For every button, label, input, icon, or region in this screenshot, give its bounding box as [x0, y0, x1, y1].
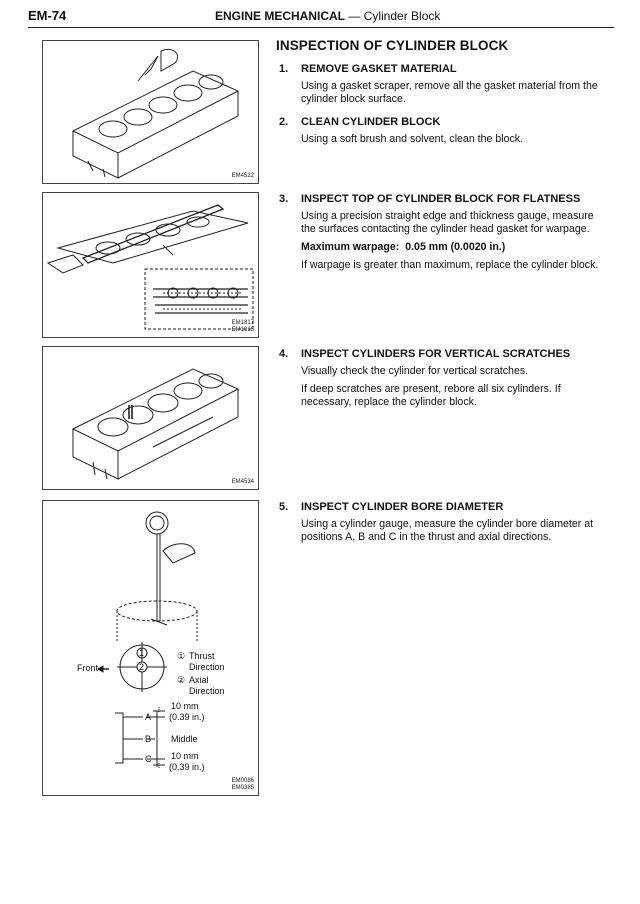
middle-label: Middle: [171, 734, 198, 744]
step-title: INSPECT CYLINDERS FOR VERTICAL SCRATCHES: [301, 348, 571, 360]
position-c: C: [145, 754, 152, 764]
step-paragraph: If warpage is greater than maximum, replace the cylinder block.: [301, 259, 599, 271]
step-number: 1.: [279, 63, 289, 75]
step-paragraph: Using a cylinder gauge, measure the cylinder bore diameter at positions A, B and C in the thrust and axial directions.: [301, 518, 594, 543]
figure-gasket-scraper: [42, 40, 259, 184]
circle-1-label: 1: [139, 648, 145, 658]
bottom-offset-in: (0.39 in.): [169, 762, 205, 772]
step-paragraph: Using a soft brush and solvent, clean the block.: [301, 133, 524, 145]
bore-gauge-diagram: [43, 501, 258, 795]
bottom-offset-mm: 10 mm: [171, 751, 199, 761]
step-body: [301, 518, 605, 549]
step-number: 2.: [279, 116, 289, 128]
axial-marker: ②: [177, 675, 186, 685]
step-title: INSPECT TOP OF CYLINDER BLOCK FOR FLATNESS: [301, 193, 581, 205]
spec-value: 0.05 mm (0.0020 in.): [405, 241, 506, 253]
thrust-marker: ①: [177, 651, 186, 661]
engine-block-illustration: [43, 41, 258, 183]
subsection-name: Cylinder Block: [363, 9, 441, 23]
figure-code: [232, 320, 254, 334]
axial-word: Axial: [189, 675, 209, 685]
page-number: EM-74: [28, 8, 67, 23]
step-paragraph: Using a gasket scraper, remove all the gasket material from the cylinder block surface.: [301, 80, 598, 105]
figure-code: [232, 778, 254, 792]
figure-code-2: EM0385: [231, 785, 254, 791]
step-title: INSPECT CYLINDER BORE DIAMETER: [301, 501, 504, 513]
step-paragraph: Visually check the cylinder for vertical scratches.: [301, 365, 529, 377]
section-header: [215, 9, 440, 23]
step-body: [301, 133, 605, 151]
step-title: CLEAN CYLINDER BLOCK: [301, 116, 441, 128]
spec-label: Maximum warpage:: [301, 241, 400, 253]
step-number: 5.: [279, 501, 289, 513]
figure-straight-edge: [42, 192, 259, 338]
step-body: [301, 365, 605, 414]
axial-direction: Direction: [189, 686, 225, 696]
figure-code: EM4534: [231, 479, 254, 485]
section-separator: —: [345, 9, 364, 23]
step-paragraph: Using a precision straight edge and thickness gauge, measure the surfaces contacting the cylinder head gasket for warpage.: [301, 210, 594, 235]
thrust-direction: Direction: [189, 662, 225, 672]
step-body: [301, 80, 605, 111]
step-paragraph: If deep scratches are present, rebore all six cylinders. If necessary, replace the cylinder block.: [301, 383, 561, 408]
figure-cylinder-gauge: [42, 500, 259, 796]
step-body: [301, 210, 605, 277]
step-number: 3.: [279, 193, 289, 205]
top-offset-mm: 10 mm: [171, 701, 199, 711]
figure-code-2: EM1818: [231, 327, 254, 333]
thrust-word: Thrust: [189, 651, 215, 661]
cylinder-scratch-illustration: [43, 347, 258, 489]
figure-code-1: EM0086: [231, 778, 254, 784]
figure-code: EM4522: [231, 173, 254, 179]
figure-vertical-scratches: [42, 346, 259, 490]
flatness-check-illustration: [43, 193, 258, 337]
warpage-spec: [301, 241, 605, 254]
figure-code-1: EM1817: [231, 320, 254, 326]
position-a: A: [145, 712, 152, 722]
circle-2-label: 2: [139, 662, 145, 672]
step-title: REMOVE GASKET MATERIAL: [301, 63, 457, 75]
top-offset-in: (0.39 in.): [169, 712, 205, 722]
page-title: INSPECTION OF CYLINDER BLOCK: [276, 38, 509, 53]
header-rule: [28, 27, 614, 28]
position-b: B: [145, 734, 152, 744]
step-number: 4.: [279, 348, 289, 360]
section-name: ENGINE MECHANICAL: [215, 9, 346, 23]
front-label: Front: [77, 663, 99, 673]
